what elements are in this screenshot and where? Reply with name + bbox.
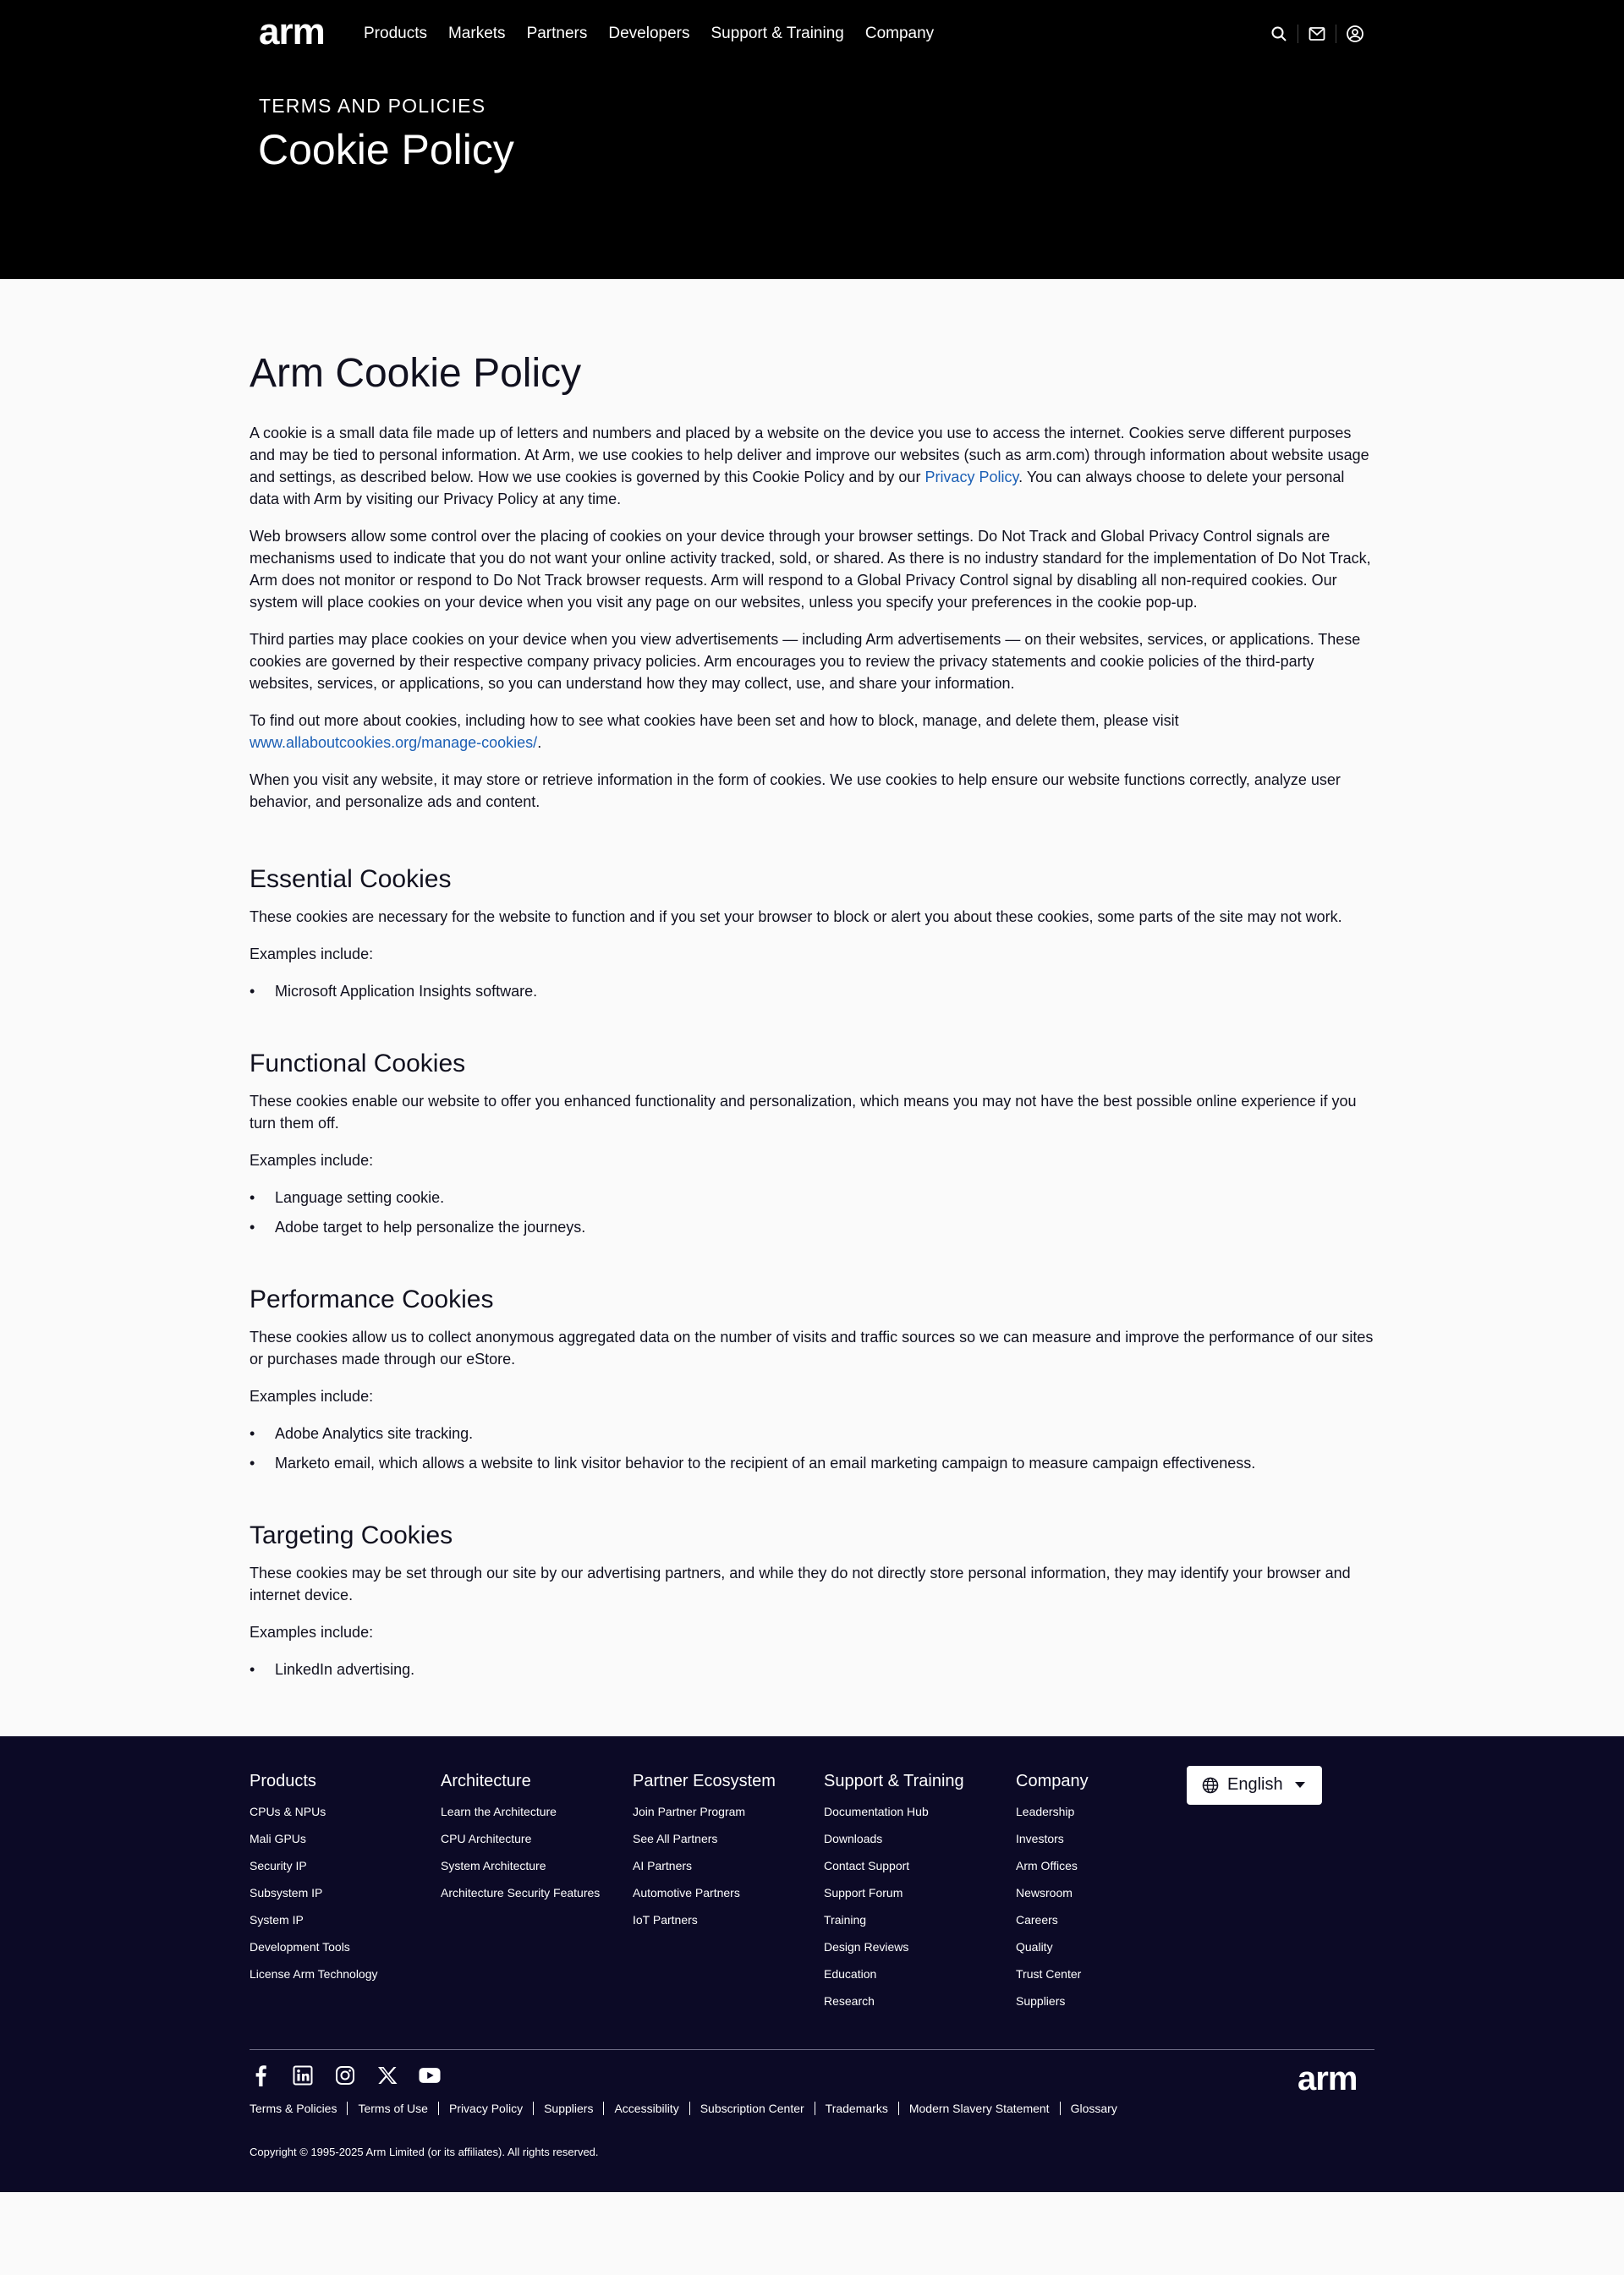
list-item: • Language setting cookie.	[250, 1187, 1374, 1209]
footer-link[interactable]: Subsystem IP	[250, 1885, 323, 1899]
language-selector[interactable]	[1187, 1766, 1322, 1805]
language-label: English	[1227, 1775, 1283, 1795]
footer-link[interactable]: Design Reviews	[824, 1939, 909, 1954]
social-links	[250, 2064, 461, 2086]
footer-column-company	[1016, 1772, 1193, 2021]
youtube-icon[interactable]	[419, 2064, 441, 2086]
x-icon[interactable]	[376, 2064, 398, 2086]
examples-list	[250, 1423, 1374, 1474]
page-header	[0, 0, 1624, 279]
footer-column-title: Partner Ecosystem	[633, 1771, 776, 1790]
footer-column-title: Products	[250, 1771, 316, 1790]
examples-label: Examples include:	[250, 1623, 374, 1641]
section-heading: Targeting Cookies	[250, 1521, 453, 1549]
footer-link[interactable]: CPU Architecture	[441, 1831, 532, 1845]
nav-company[interactable]: Company	[864, 25, 935, 42]
footer-column-products	[250, 1772, 427, 1994]
footer-link[interactable]: Suppliers	[1016, 1993, 1066, 2008]
list-item: • Microsoft Application Insights software.	[250, 980, 1374, 1002]
footer-link[interactable]: Automotive Partners	[633, 1885, 740, 1899]
footer-column-support-training	[824, 1772, 1001, 2021]
linkedin-icon[interactable]	[292, 2064, 314, 2086]
footer-divider	[250, 2049, 1374, 2050]
section-description: These cookies enable our website to offer you enhanced functionality and personalization, which means you may not have the best possible online experience if you turn them off.	[250, 1092, 1357, 1132]
legal-link-subscription-center[interactable]: Subscription Center	[700, 2101, 804, 2115]
arm-logo[interactable]	[259, 17, 343, 51]
browser-paragraph: Web browsers allow some control over the placing of cookies on your device through your browser settings. Do Not Track and Global Privacy Control signals are mechanisms used to indicate that you do not want your online activity tracked, sold, or shared. As there is no industry standard for the implementation of Do Not Track, Arm does not monitor or respond to Do Not Track browser requests. Arm will respond to a Global Privacy Control signal by disabling all non-required cookies. Our system will place cookies on your device when you visit any page on our websites, unless you specify your preferences in the cookie pop-up.	[250, 527, 1371, 611]
nav-partners[interactable]: Partners	[526, 25, 588, 42]
footer-link[interactable]: Development Tools	[250, 1939, 350, 1954]
page-title: Cookie Policy	[258, 126, 514, 173]
legal-link-accessibility[interactable]: Accessibility	[614, 2101, 679, 2115]
cookie-usage-paragraph: When you visit any website, it may store or retrieve information in the form of cookies. We use cookies to help ensure our website functions correctly, analyze user behavior, and personalize ads and content.	[250, 770, 1341, 810]
footer-link[interactable]: Contact Support	[824, 1858, 910, 1872]
list-item: • LinkedIn advertising.	[250, 1658, 1374, 1680]
footer-link[interactable]: System IP	[250, 1912, 304, 1927]
section-description: These cookies allow us to collect anonymous aggregated data on the number of visits and traffic sources so we can measure and improve the performance of our sites or purchases made through our eStore.	[250, 1328, 1374, 1368]
intro-text-b: . You can always choose to delete your personal data with Arm by visiting our Privacy Policy at any time.	[250, 468, 1345, 507]
legal-link-terms-of-use[interactable]: Terms of Use	[358, 2101, 428, 2115]
svg-text:arm: arm	[259, 17, 325, 51]
legal-link-glossary[interactable]: Glossary	[1070, 2101, 1117, 2115]
legal-link-suppliers[interactable]: Suppliers	[544, 2101, 594, 2115]
allaboutcookies-link[interactable]: www.allaboutcookies.org/manage-cookies/	[250, 733, 538, 751]
instagram-icon[interactable]	[334, 2064, 356, 2086]
account-icon[interactable]	[1345, 24, 1365, 44]
legal-divider	[689, 2102, 690, 2115]
legal-divider	[347, 2102, 348, 2115]
arm-footer-logo[interactable]	[1298, 2064, 1375, 2095]
footer-column-architecture	[441, 1772, 618, 1913]
footer-link[interactable]: Security IP	[250, 1858, 307, 1872]
intro-paragraph	[250, 422, 1374, 510]
section-heading: Functional Cookies	[250, 1049, 466, 1077]
footer-link[interactable]: Support Forum	[824, 1885, 903, 1899]
footer-link[interactable]: Careers	[1016, 1912, 1058, 1927]
section-description: These cookies are necessary for the website to function and if you set your browser to block or alert you about these cookies, some parts of the site may not work.	[250, 907, 1342, 925]
footer-link[interactable]: AI Partners	[633, 1858, 693, 1872]
footer-link[interactable]: Join Partner Program	[633, 1804, 746, 1818]
page-footer	[0, 1736, 1624, 2192]
nav-products[interactable]: Products	[364, 25, 427, 42]
legal-divider	[438, 2102, 439, 2115]
main-nav	[364, 25, 955, 43]
footer-column-title: Support & Training	[824, 1771, 964, 1790]
intro-text-a: A cookie is a small data file made up of letters and numbers and placed by a website on the device you use to access the internet. Cookies serve different purposes and may be tied to personal information. At Arm, we use cookies to help deliver and improve our websites (such as arm.com) through information about website usage and settings, as described below. How we use cookies is governed by this Cookie Policy and by our	[250, 424, 1369, 485]
footer-link[interactable]: Documentation Hub	[824, 1804, 929, 1818]
footer-link[interactable]: Architecture Security Features	[441, 1885, 601, 1899]
policy-content	[250, 279, 1374, 1736]
footer-link[interactable]: Arm Offices	[1016, 1858, 1078, 1872]
footer-column-title: Company	[1016, 1771, 1089, 1790]
examples-label: Examples include:	[250, 1151, 374, 1169]
footer-link[interactable]: Newsroom	[1016, 1885, 1073, 1899]
chevron-down-icon	[1295, 1782, 1305, 1788]
footer-link[interactable]: IoT Partners	[633, 1912, 698, 1927]
third-party-paragraph: Third parties may place cookies on your device when you view advertisements — including Arm advertisements — on their websites, services, or applications. These cookies are governed by their respective company privacy policies. Arm encourages you to review the privacy statements and cookie policies of the third-party websites, services, or applications, so you can understand how they may collect, use, and share your information.	[250, 630, 1361, 692]
legal-link-terms-policies[interactable]: Terms & Policies	[250, 2101, 337, 2115]
privacy-policy-link[interactable]: Privacy Policy	[924, 468, 1019, 485]
more-info-end: .	[537, 733, 542, 751]
legal-link-privacy-policy[interactable]: Privacy Policy	[448, 2101, 524, 2115]
globe-icon	[1202, 1777, 1219, 1794]
legal-divider	[1060, 2102, 1061, 2115]
list-item: • Marketo email, which allows a website to link visitor behavior to the recipient of an email marketing campaign to measure campaign effectiveness.	[250, 1452, 1374, 1474]
more-info-paragraph	[250, 710, 1374, 754]
footer-link[interactable]: Investors	[1016, 1831, 1064, 1845]
footer-column-partner-ecosystem	[633, 1772, 810, 1940]
footer-link[interactable]: Leadership	[1016, 1804, 1075, 1818]
legal-links	[250, 2102, 1117, 2115]
essential-cookies-section	[250, 865, 1374, 1002]
policy-heading: Arm Cookie Policy	[250, 351, 582, 396]
footer-link[interactable]: Downloads	[824, 1831, 883, 1845]
footer-link[interactable]: Trust Center	[1016, 1966, 1082, 1981]
examples-label: Examples include:	[250, 945, 374, 962]
footer-link[interactable]: Mali GPUs	[250, 1831, 306, 1845]
footer-link[interactable]: Education	[824, 1966, 877, 1981]
footer-link[interactable]: License Arm Technology	[250, 1966, 378, 1981]
performance-cookies-section	[250, 1286, 1374, 1474]
legal-link-trademarks[interactable]: Trademarks	[825, 2101, 888, 2115]
nav-developers[interactable]: Developers	[608, 25, 690, 42]
examples-list	[250, 980, 1374, 1002]
legal-link-modern-slavery[interactable]: Modern Slavery Statement	[908, 2101, 1050, 2115]
nav-icon-group	[1252, 24, 1365, 44]
facebook-icon[interactable]	[250, 2064, 272, 2086]
footer-link[interactable]: Learn the Architecture	[441, 1804, 557, 1818]
svg-text:arm: arm	[1298, 2064, 1358, 2095]
footer-column-title: Architecture	[441, 1771, 531, 1790]
section-heading: Essential Cookies	[250, 864, 452, 893]
section-description: These cookies may be set through our site by our advertising partners, and while they do not directly store personal information, they may identify your browser and internet device.	[250, 1564, 1351, 1603]
nav-markets[interactable]: Markets	[447, 25, 506, 42]
list-item: • Adobe Analytics site tracking.	[250, 1423, 1374, 1444]
examples-label: Examples include:	[250, 1387, 374, 1405]
legal-divider	[898, 2102, 899, 2115]
footer-link[interactable]: Quality	[1016, 1939, 1053, 1954]
top-navigation	[259, 17, 1365, 51]
legal-divider	[603, 2102, 604, 2115]
footer-link[interactable]: Training	[824, 1912, 867, 1927]
footer-link[interactable]: See All Partners	[633, 1831, 718, 1845]
functional-cookies-section	[250, 1050, 1374, 1238]
footer-link[interactable]: System Architecture	[441, 1858, 546, 1872]
examples-list	[250, 1187, 1374, 1238]
footer-link[interactable]: CPUs & NPUs	[250, 1804, 326, 1818]
footer-link[interactable]: Research	[824, 1993, 875, 2008]
section-heading: Performance Cookies	[250, 1285, 494, 1313]
copyright-text: Copyright © 1995-2025 Arm Limited (or its affiliates). All rights reserved.	[250, 2145, 599, 2158]
examples-list	[250, 1658, 1374, 1680]
nav-support-training[interactable]: Support & Training	[710, 25, 844, 42]
list-item: • Adobe target to help personalize the journeys.	[250, 1216, 1374, 1238]
search-icon[interactable]	[1269, 24, 1289, 44]
page-eyebrow: TERMS AND POLICIES	[259, 95, 486, 117]
mail-icon[interactable]	[1307, 24, 1327, 44]
more-info-text: To find out more about cookies, including how to see what cookies have been set and how to block, manage, and delete them, please visit	[250, 711, 1179, 729]
targeting-cookies-section	[250, 1521, 1374, 1680]
legal-divider	[533, 2102, 534, 2115]
